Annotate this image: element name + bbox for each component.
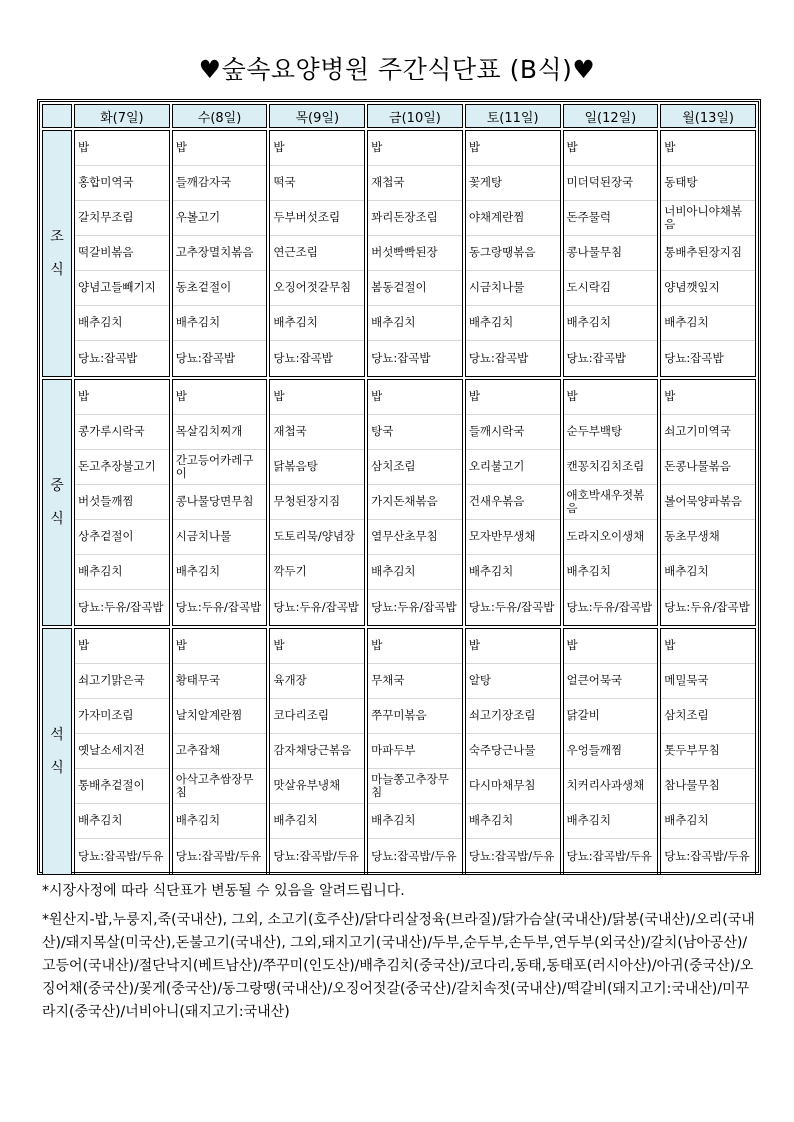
menu-item: 도시락김 [564, 271, 658, 306]
menu-item: 밥 [564, 629, 658, 664]
menu-item: 모자반무생채 [466, 520, 560, 555]
menu-item: 배추김치 [75, 804, 169, 839]
menu-item: 애호박새우젓볶음 [564, 485, 658, 520]
menu-item: 쇠고기장조림 [466, 699, 560, 734]
menu-item: 당뇨:잡곡밥 [175, 350, 236, 365]
menu-item: 옛날소세지전 [75, 734, 169, 769]
menu-item: 배추김치 [368, 804, 462, 839]
menu-cell [465, 379, 561, 626]
menu-item: 버섯들깨찜 [75, 485, 169, 520]
menu-cell [172, 379, 268, 626]
menu-item: 무청된장지짐 [270, 485, 364, 520]
menu-item: 톳두부무침 [661, 734, 755, 769]
menu-item: 쇠고기미역국 [661, 415, 755, 450]
menu-item: 꽈리돈장조림 [368, 201, 462, 236]
menu-item: 시금치나물 [466, 271, 560, 306]
meal-label-text: 조 식 [50, 229, 64, 278]
menu-item: 돈고추장불고기 [75, 450, 169, 485]
day-header: 화(7일) [74, 104, 170, 128]
menu-item: 다시마채무침 [466, 769, 560, 804]
menu-item: 메밀묵국 [661, 664, 755, 699]
menu-item: 당뇨:잡곡밥/두유 [273, 848, 359, 863]
menu-item: 떡국 [270, 166, 364, 201]
meal-label-text: 석 식 [50, 727, 64, 776]
menu-item: 밥 [173, 131, 267, 166]
menu-item: 치커리사과생채 [564, 769, 658, 804]
menu-item: 당뇨:두유/잡곡밥 [664, 599, 750, 614]
menu-item: 캔꽁치김치조림 [564, 450, 658, 485]
menu-item: 홍합미역국 [75, 166, 169, 201]
menu-item: 콩나물무침 [564, 236, 658, 271]
menu-item: 당뇨:잡곡밥 [273, 350, 333, 365]
menu-item: 도토리묵/양념장 [270, 520, 364, 555]
notes [42, 880, 760, 1030]
menu-item: 우엉들깨찜 [564, 734, 658, 769]
menu-table-frame [37, 99, 761, 875]
menu-item: 동초무생채 [661, 520, 755, 555]
menu-item: 배추김치 [564, 555, 658, 590]
menu-item: 깍두기 [270, 555, 364, 590]
menu-item: 들깨시락국 [466, 415, 560, 450]
menu-item: 당뇨:두유/잡곡밥 [371, 599, 457, 614]
menu-item: 연근조림 [270, 236, 364, 271]
menu-cell [660, 130, 756, 377]
menu-item: 당뇨:잡곡밥 [371, 350, 431, 365]
menu-item: 밥 [466, 380, 560, 415]
menu-item: 콩나물당면무침 [173, 485, 267, 520]
menu-item: 당뇨:잡곡밥 [664, 350, 724, 365]
menu-cell [367, 628, 463, 875]
menu-item: 콩가루시락국 [75, 415, 169, 450]
menu-item: 배추김치 [173, 306, 267, 341]
menu-cell [74, 628, 170, 875]
menu-cell [172, 628, 268, 875]
menu-item: 밥 [466, 629, 560, 664]
menu-item: 재첩국 [368, 166, 462, 201]
menu-item: 코다리조림 [270, 699, 364, 734]
corner-cell [42, 104, 72, 128]
menu-item: 재첩국 [270, 415, 364, 450]
menu-item: 당뇨:두유/잡곡밥 [175, 599, 262, 614]
menu-item: 밥 [270, 380, 364, 415]
menu-item: 마파두부 [368, 734, 462, 769]
menu-item: 밥 [368, 131, 462, 166]
menu-cell [563, 628, 659, 875]
menu-cell [465, 628, 561, 875]
menu-item: 볼어묵양파볶음 [661, 485, 755, 520]
menu-item: 통배추된장지짐 [661, 236, 755, 271]
menu-item: 쇠고기맑은국 [75, 664, 169, 699]
menu-item: 고추장멸치볶음 [173, 236, 267, 271]
menu-item: 배추김치 [661, 804, 755, 839]
menu-item: 우볼고기 [173, 201, 267, 236]
meal-label-text: 중 식 [50, 478, 64, 527]
meal-label [42, 130, 72, 377]
menu-item: 당뇨:잡곡밥 [566, 350, 626, 365]
menu-item: 오징어젓갈무침 [270, 271, 364, 306]
menu-item: 들깨감자국 [173, 166, 267, 201]
menu-item: 밥 [661, 380, 755, 415]
menu-item: 무채국 [368, 664, 462, 699]
menu-item: 배추김치 [564, 804, 658, 839]
menu-item: 도라지오이생채 [564, 520, 658, 555]
menu-cell [74, 130, 170, 377]
menu-item: 시금치나물 [173, 520, 267, 555]
menu-item: 순두부백탕 [564, 415, 658, 450]
menu-body [42, 130, 756, 875]
menu-item: 배추김치 [75, 555, 169, 590]
menu-item: 배추김치 [661, 555, 755, 590]
menu-item: 동태탕 [661, 166, 755, 201]
menu-cell [269, 130, 365, 377]
menu-item: 밥 [270, 629, 364, 664]
menu-item: 아삭고추쌈장무침 [173, 769, 267, 804]
menu-item: 배추김치 [564, 306, 658, 341]
menu-item: 배추김치 [661, 306, 755, 341]
menu-item: 당뇨:잡곡밥/두유 [468, 848, 555, 863]
menu-item: 밥 [173, 629, 267, 664]
menu-item: 밥 [368, 380, 462, 415]
menu-item: 미더덕된장국 [564, 166, 658, 201]
change-notice: *시장사정에 따라 식단표가 변동될 수 있음을 알려드립니다. [42, 883, 405, 899]
menu-item: 삼치조림 [368, 450, 462, 485]
menu-item: 당뇨:잡곡밥/두유 [78, 848, 164, 863]
menu-item: 통배추겉절이 [75, 769, 169, 804]
menu-item: 당뇨:두유/잡곡밥 [566, 599, 653, 614]
menu-item: 얼큰어묵국 [564, 664, 658, 699]
menu-item: 가자미조림 [75, 699, 169, 734]
menu-item: 밥 [173, 380, 267, 415]
menu-item: 닭볶음탕 [270, 450, 364, 485]
menu-item: 알탕 [466, 664, 560, 699]
menu-cell [367, 379, 463, 626]
day-header: 월(13일) [660, 104, 756, 128]
menu-item: 동초겉절이 [173, 271, 267, 306]
menu-cell [74, 379, 170, 626]
menu-cell [563, 130, 659, 377]
menu-item: 밥 [75, 131, 169, 166]
menu-item: 오리불고기 [466, 450, 560, 485]
menu-item: 밥 [75, 629, 169, 664]
menu-item: 당뇨:잡곡밥/두유 [566, 848, 653, 863]
menu-item: 배추김치 [368, 306, 462, 341]
menu-item: 상추겉절이 [75, 520, 169, 555]
menu-item: 밥 [270, 131, 364, 166]
menu-cell [172, 130, 268, 377]
menu-item: 밥 [661, 629, 755, 664]
menu-item: 삼치조림 [661, 699, 755, 734]
menu-cell [269, 379, 365, 626]
menu-cell [465, 130, 561, 377]
menu-item: 당뇨:잡곡밥/두유 [664, 848, 750, 863]
menu-item: 배추김치 [173, 804, 267, 839]
menu-item: 돈주물럭 [564, 201, 658, 236]
menu-item: 당뇨:두유/잡곡밥 [78, 599, 164, 614]
menu-item: 당뇨:잡곡밥/두유 [175, 848, 262, 863]
menu-item: 밥 [564, 131, 658, 166]
menu-item: 돈콩나물볶음 [661, 450, 755, 485]
menu-item: 닭갈비 [564, 699, 658, 734]
menu-item: 꽃게탕 [466, 166, 560, 201]
menu-item: 봄동겉절이 [368, 271, 462, 306]
menu-item: 황태무국 [173, 664, 267, 699]
menu-item: 밥 [564, 380, 658, 415]
menu-item: 떡갈비볶음 [75, 236, 169, 271]
menu-item: 배추김치 [270, 804, 364, 839]
meal-row [42, 628, 756, 875]
menu-item: 감자채당근볶음 [270, 734, 364, 769]
menu-item: 당뇨:두유/잡곡밥 [273, 599, 359, 614]
menu-item: 당뇨:잡곡밥/두유 [371, 848, 457, 863]
menu-item: 밥 [75, 380, 169, 415]
menu-item: 밥 [661, 131, 755, 166]
menu-item: 배추김치 [270, 306, 364, 341]
menu-item: 배추김치 [368, 555, 462, 590]
menu-item: 양념고들빼기지 [75, 271, 169, 306]
menu-item: 배추김치 [466, 555, 560, 590]
menu-item: 가지돈채볶음 [368, 485, 462, 520]
menu-item: 배추김치 [466, 804, 560, 839]
meal-label [42, 628, 72, 875]
day-header: 금(10일) [367, 104, 463, 128]
menu-item: 참나물무침 [661, 769, 755, 804]
meal-label [42, 379, 72, 626]
menu-item: 맛살유부냉채 [270, 769, 364, 804]
menu-item: 당뇨:잡곡밥 [468, 350, 529, 365]
menu-item: 갈치무조림 [75, 201, 169, 236]
menu-item: 숙주당근나물 [466, 734, 560, 769]
day-header: 일(12일) [563, 104, 659, 128]
menu-item: 건새우볶음 [466, 485, 560, 520]
menu-item: 육개장 [270, 664, 364, 699]
menu-item: 날치알계란찜 [173, 699, 267, 734]
menu-cell [660, 628, 756, 875]
menu-item: 열무산초무침 [368, 520, 462, 555]
day-header: 토(11일) [465, 104, 561, 128]
menu-item: 너비아니야채볶음 [661, 201, 755, 236]
menu-item: 야채계란찜 [466, 201, 560, 236]
menu-item: 버섯빡빡된장 [368, 236, 462, 271]
menu-item: 고추잡채 [173, 734, 267, 769]
menu-item: 당뇨:두유/잡곡밥 [468, 599, 555, 614]
page-title: ♥숲속요양병원 주간식단표 (B식)♥ [198, 55, 596, 84]
day-header: 목(9일) [269, 104, 365, 128]
menu-item: 목살김치찌개 [173, 415, 267, 450]
menu-item: 쭈꾸미볶음 [368, 699, 462, 734]
menu-cell [367, 130, 463, 377]
menu-item: 배추김치 [173, 555, 267, 590]
menu-table [40, 102, 758, 877]
meal-row [42, 379, 756, 626]
day-header: 수(8일) [172, 104, 268, 128]
menu-cell [660, 379, 756, 626]
header-row [42, 104, 756, 128]
menu-item: 마늘쫑고추장무침 [368, 769, 462, 804]
menu-item: 두부버섯조림 [270, 201, 364, 236]
menu-item: 동그랑땡볶음 [466, 236, 560, 271]
menu-item: 배추김치 [75, 306, 169, 341]
menu-item: 밥 [466, 131, 560, 166]
menu-item: 양념깻잎지 [661, 271, 755, 306]
menu-item: 탕국 [368, 415, 462, 450]
menu-item: 배추김치 [466, 306, 560, 341]
origin-notice: *원산지-밥,누룽지,죽(국내산), 그외, 소고기(호주산)/닭다리살정육(브라질)/닭가슴살(국내산)/닭봉(국내산)/오리(국내산)/돼지목살(미국산),돈불고기(국내산), 그외,돼지고기(국내산)/두부,순두부,손두부,연두부(외국산)/갈치(남아공산)/고등어(국내산)/절단낙지(베트남산)/쭈꾸미(인도산)/배추김치(중국산)/코다리,동태,동태포(러시아산)/아귀(중국산)/오징어채(중국산)/꽃게(중국산)/동그랑땡(국내산)/오징어젓갈(중국산)/갈치속젓(국내산)/떡갈비(돼지고기:국내산)/미꾸라지(중국산)/너비아니(돼지고기:국내산) [42, 912, 755, 1020]
menu-cell [269, 628, 365, 875]
meal-row [42, 130, 756, 377]
menu-cell [563, 379, 659, 626]
menu-item: 밥 [368, 629, 462, 664]
menu-item: 간고등어카레구이 [173, 450, 267, 485]
menu-item: 당뇨:잡곡밥 [78, 350, 138, 365]
